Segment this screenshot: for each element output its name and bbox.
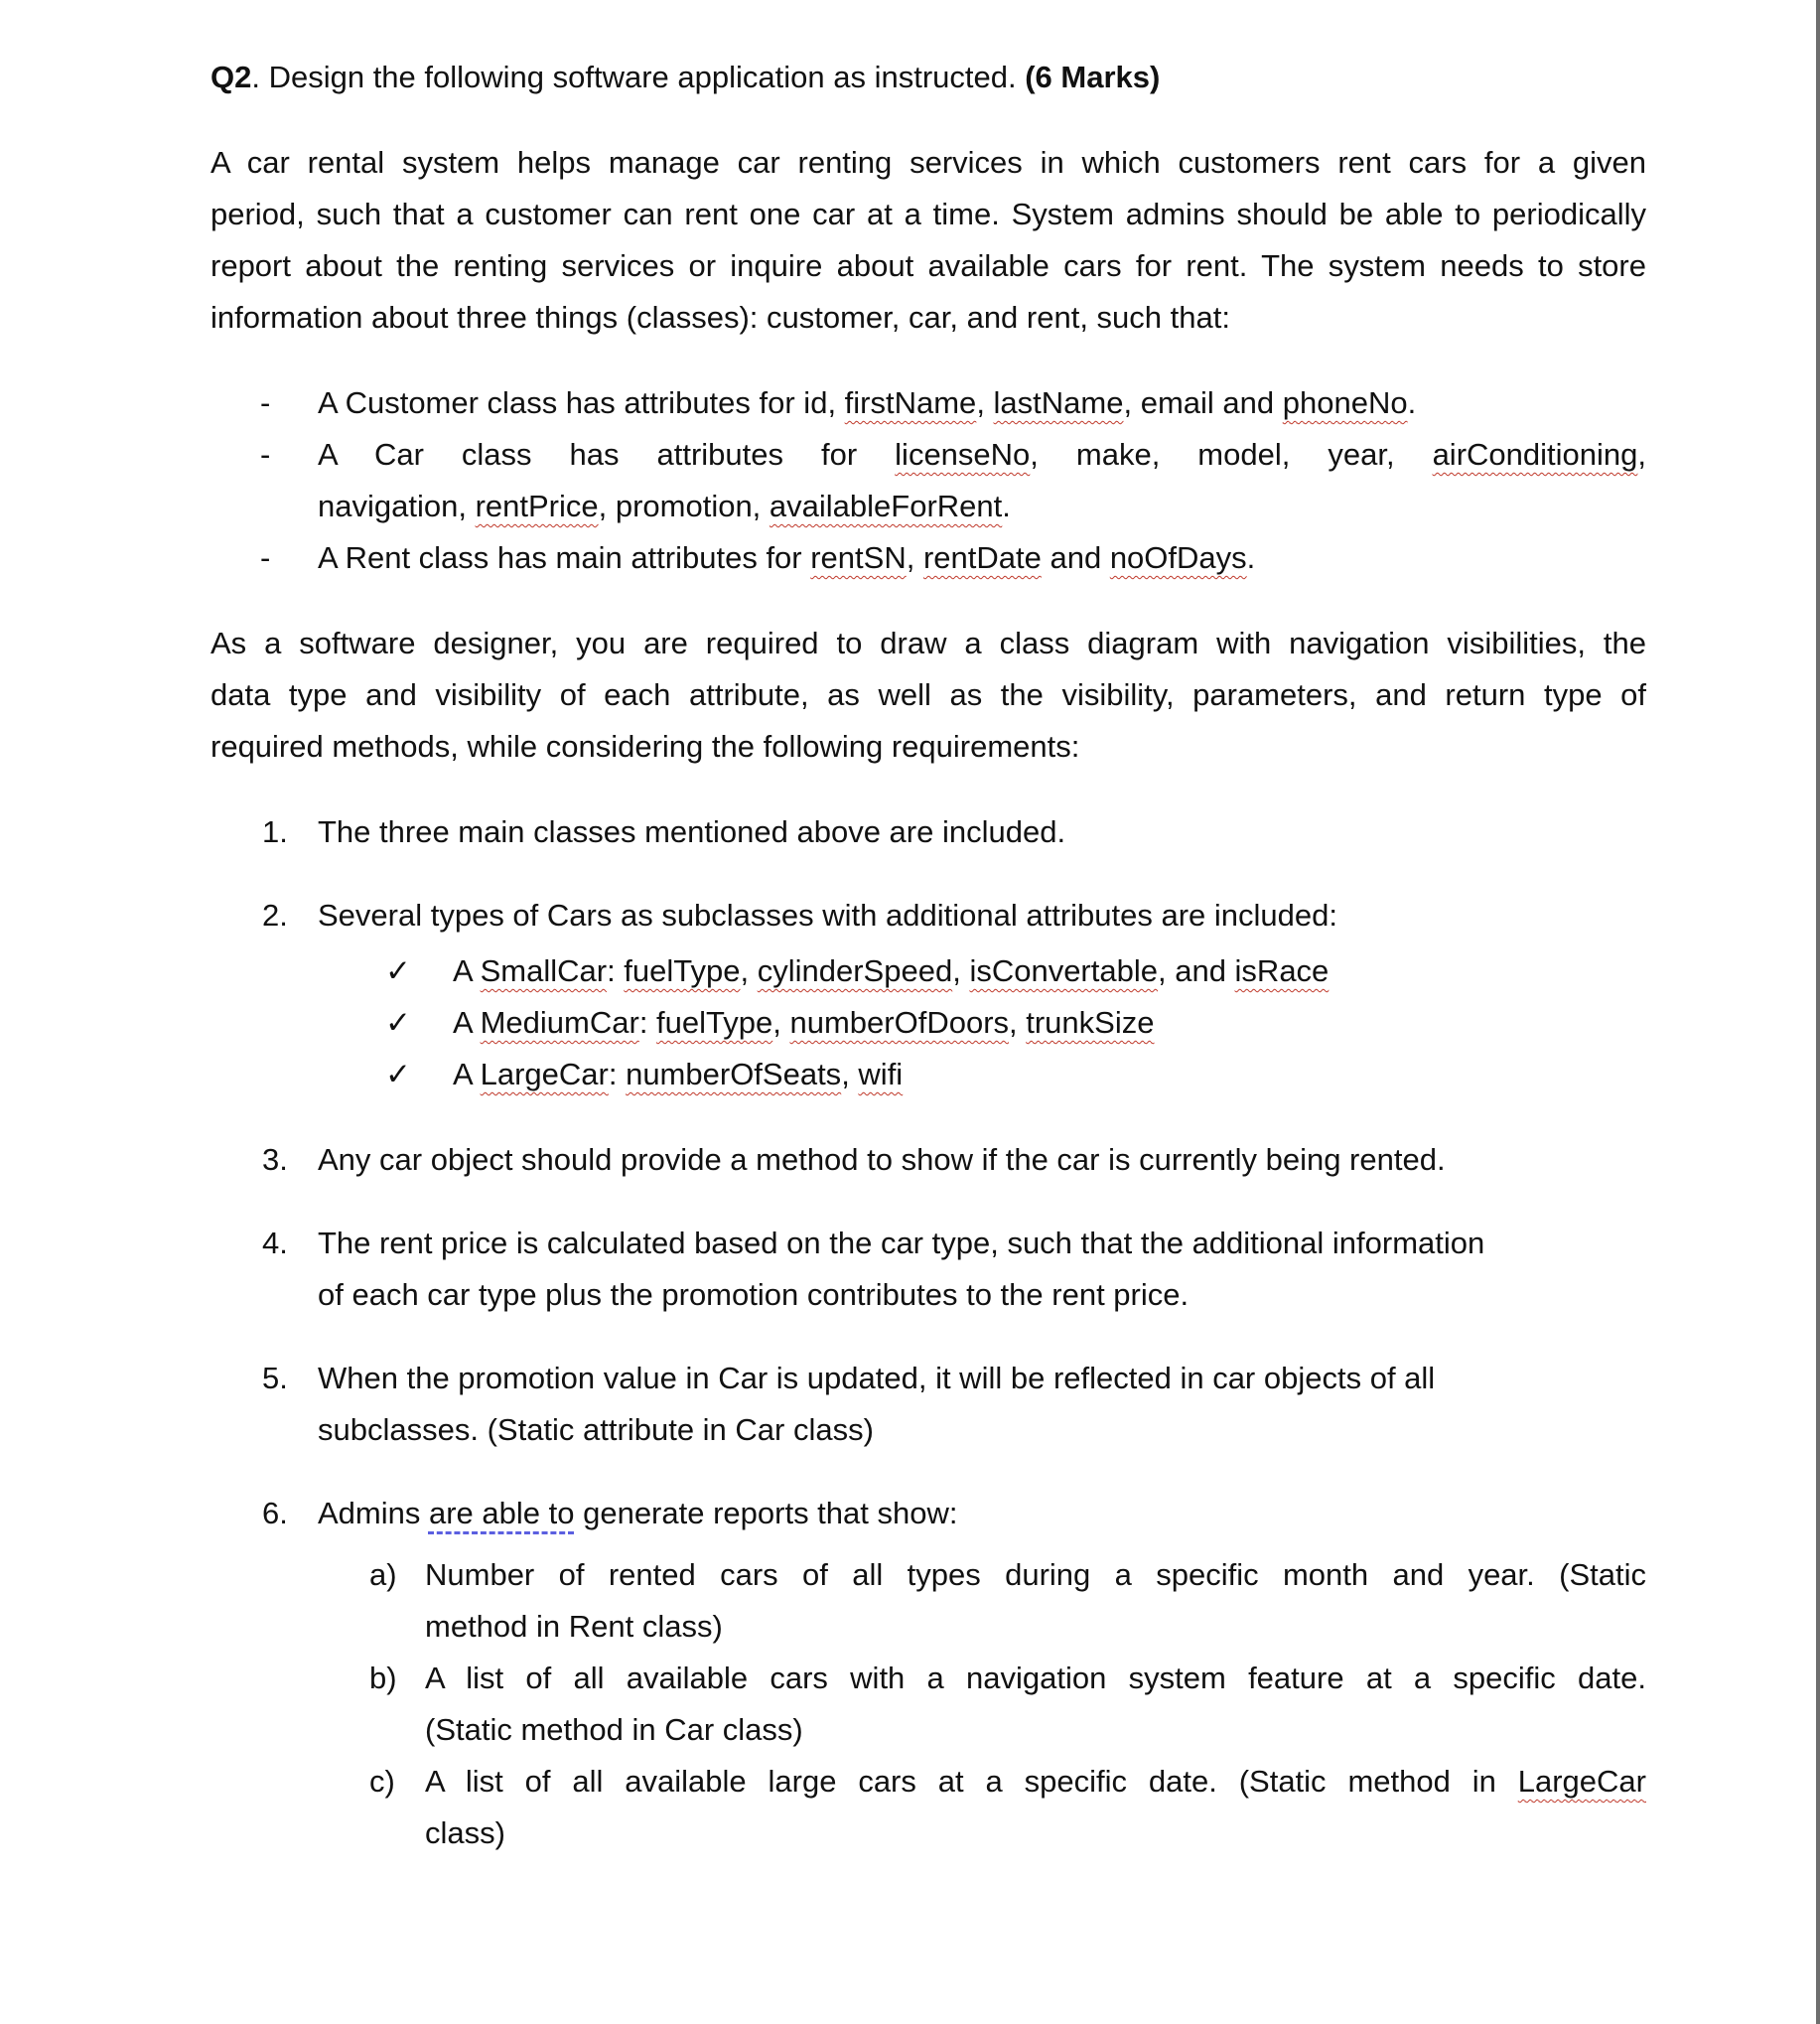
requirement-2: [210, 890, 1646, 941]
requirement-number: 3.: [262, 1142, 288, 1177]
spellcheck-word: rentSN: [810, 540, 907, 575]
requirement-3: [210, 1134, 1646, 1186]
text-run: , email and: [1123, 385, 1283, 420]
requirement-number: 1.: [262, 814, 288, 849]
mediumcar-line: [453, 997, 1646, 1049]
car-subclass-list: [210, 945, 1646, 1100]
dash-marker: -: [260, 385, 271, 420]
smallcar-item: [210, 945, 1646, 997]
report-letter: b): [369, 1661, 397, 1695]
designer-line: required methods, while considering the following requirements:: [210, 729, 1080, 764]
customer-class-item: [210, 377, 1646, 429]
document-body: [210, 52, 1646, 1859]
spellcheck-word: availableForRent: [769, 489, 1003, 523]
page-right-edge: [1816, 0, 1820, 2024]
spellcheck-word: numberOfSeats: [626, 1057, 842, 1091]
intro-paragraph: [210, 137, 1646, 344]
report-letter: a): [369, 1557, 397, 1592]
intro-line: A car rental system helps manage car renting services in which customers rent cars for a given: [210, 145, 1646, 180]
text-run: A list of all available large cars at a specific date. (Static method in: [425, 1764, 1518, 1799]
designer-line: data type and visibility of each attribute, as well as the visibility, parameters, and return type of: [210, 677, 1646, 712]
designer-paragraph: [210, 618, 1646, 773]
intro-line: information about three things (classes): customer, car, and rent, such that:: [210, 300, 1230, 335]
spellcheck-word: rentPrice: [475, 489, 599, 523]
spellcheck-word: numberOfDoors: [789, 1005, 1010, 1040]
requirement-text: The three main classes mentioned above are included.: [318, 814, 1066, 849]
text-run: A: [453, 1057, 481, 1091]
mediumcar-item: [210, 997, 1646, 1049]
spellcheck-word: LargeCar: [1517, 1764, 1646, 1799]
dash-marker: -: [260, 437, 271, 472]
requirement-text: The rent price is calculated based on the car type, such that the additional information: [318, 1226, 1485, 1260]
report-item-b: [210, 1653, 1646, 1756]
text-run: ,: [740, 953, 758, 988]
text-run: A Car class has attributes for: [318, 437, 896, 472]
question-marks: (6 Marks): [1025, 60, 1161, 94]
spellcheck-word: lastName: [993, 385, 1124, 420]
spellcheck-word: isRace: [1234, 953, 1330, 988]
text-run: .: [1407, 385, 1417, 420]
report-text: Number of rented cars of all types during a specific month and year. (Static: [425, 1557, 1646, 1592]
text-run: .: [1246, 540, 1256, 575]
customer-class-line: [318, 377, 1646, 429]
report-text: (Static method in Car class): [425, 1712, 803, 1747]
requirement-5: [210, 1353, 1646, 1456]
requirement-1: [210, 806, 1646, 858]
text-run: .: [1002, 489, 1011, 523]
report-text: class): [425, 1815, 505, 1850]
spellcheck-word: noOfDays: [1109, 540, 1247, 575]
spellcheck-word: licenseNo: [895, 437, 1031, 472]
text-run: generate reports that show:: [574, 1496, 958, 1530]
text-run: A Rent class has main attributes for: [318, 540, 811, 575]
requirement-text: of each car type plus the promotion contributes to the rent price.: [318, 1277, 1190, 1312]
text-run: navigation,: [318, 489, 476, 523]
spellcheck-word: phoneNo: [1282, 385, 1408, 420]
spellcheck-word: LargeCar: [480, 1057, 609, 1091]
text-run: :: [607, 953, 625, 988]
spellcheck-word: fuelType: [624, 953, 741, 988]
requirement-6: [210, 1488, 1646, 1539]
report-text: method in Rent class): [425, 1609, 723, 1644]
question-heading: [210, 52, 1646, 103]
text-run: Admins: [318, 1496, 429, 1530]
spellcheck-word: cylinderSpeed: [757, 953, 953, 988]
class-list: [210, 377, 1646, 584]
text-run: A Customer class has attributes for id,: [318, 385, 845, 420]
text-run: and: [1041, 540, 1110, 575]
spellcheck-word: airConditioning: [1432, 437, 1638, 472]
report-list: [210, 1549, 1646, 1859]
report-item-a: [210, 1549, 1646, 1653]
question-number: Q2: [210, 60, 252, 94]
intro-line: period, such that a customer can rent one car at a time. System admins should be able to periodically: [210, 197, 1646, 231]
car-class-line: [318, 429, 1646, 481]
spellcheck-word: SmallCar: [480, 953, 608, 988]
designer-line: As a software designer, you are required to draw a class diagram with navigation visibilities, the: [210, 626, 1646, 660]
text-run: , promotion,: [598, 489, 770, 523]
requirement-text: [318, 1488, 1646, 1539]
requirement-number: 5.: [262, 1361, 288, 1395]
report-text: A list of all available cars with a navigation system feature at a specific date.: [425, 1661, 1646, 1695]
requirement-4: [210, 1218, 1646, 1321]
text-run: ,: [976, 385, 994, 420]
requirement-number: 4.: [262, 1226, 288, 1260]
text-run: ,: [772, 1005, 790, 1040]
report-text: [425, 1756, 1646, 1807]
largecar-item: [210, 1049, 1646, 1100]
report-item-c: [210, 1756, 1646, 1859]
spellcheck-word: wifi: [858, 1057, 904, 1091]
smallcar-line: [453, 945, 1646, 997]
spellcheck-word: fuelType: [656, 1005, 773, 1040]
largecar-line: [453, 1049, 1646, 1100]
text-run: ,: [952, 953, 970, 988]
intro-line: report about the renting services or inquire about available cars for rent. The system needs to store: [210, 248, 1646, 283]
rent-class-item: [210, 532, 1646, 584]
text-run: :: [638, 1005, 657, 1040]
text-run: A: [453, 953, 481, 988]
grammar-suggestion: are able to: [428, 1496, 575, 1530]
text-run: ,: [1009, 1005, 1027, 1040]
car-class-line: [318, 481, 1646, 532]
rent-class-line: [318, 532, 1646, 584]
requirement-text: When the promotion value in Car is updated, it will be reflected in car objects of all: [318, 1361, 1436, 1395]
checkmark-icon: ✓: [385, 953, 411, 988]
text-run: ,: [1637, 437, 1646, 472]
checkmark-icon: ✓: [385, 1057, 411, 1091]
spellcheck-word: MediumCar: [480, 1005, 639, 1040]
text-run: ,: [841, 1057, 859, 1091]
text-run: ,: [906, 540, 923, 575]
question-title: . Design the following software application as instructed.: [251, 60, 1026, 94]
requirement-text: Any car object should provide a method to show if the car is currently being rented.: [318, 1142, 1446, 1177]
text-run: , make, model, year,: [1030, 437, 1433, 472]
text-run: A: [453, 1005, 481, 1040]
requirement-number: 6.: [262, 1496, 288, 1530]
requirement-number: 2.: [262, 898, 288, 933]
car-class-item: [210, 429, 1646, 532]
dash-marker: -: [260, 540, 271, 575]
text-run: , and: [1157, 953, 1235, 988]
requirement-text: subclasses. (Static attribute in Car class): [318, 1412, 874, 1447]
requirement-text: Several types of Cars as subclasses with additional attributes are included:: [318, 898, 1337, 933]
text-run: :: [608, 1057, 627, 1091]
spellcheck-word: trunkSize: [1026, 1005, 1155, 1040]
spellcheck-word: firstName: [844, 385, 977, 420]
report-letter: c): [369, 1764, 395, 1799]
spellcheck-word: rentDate: [922, 540, 1042, 575]
checkmark-icon: ✓: [385, 1005, 411, 1040]
spellcheck-word: isConvertable: [969, 953, 1158, 988]
